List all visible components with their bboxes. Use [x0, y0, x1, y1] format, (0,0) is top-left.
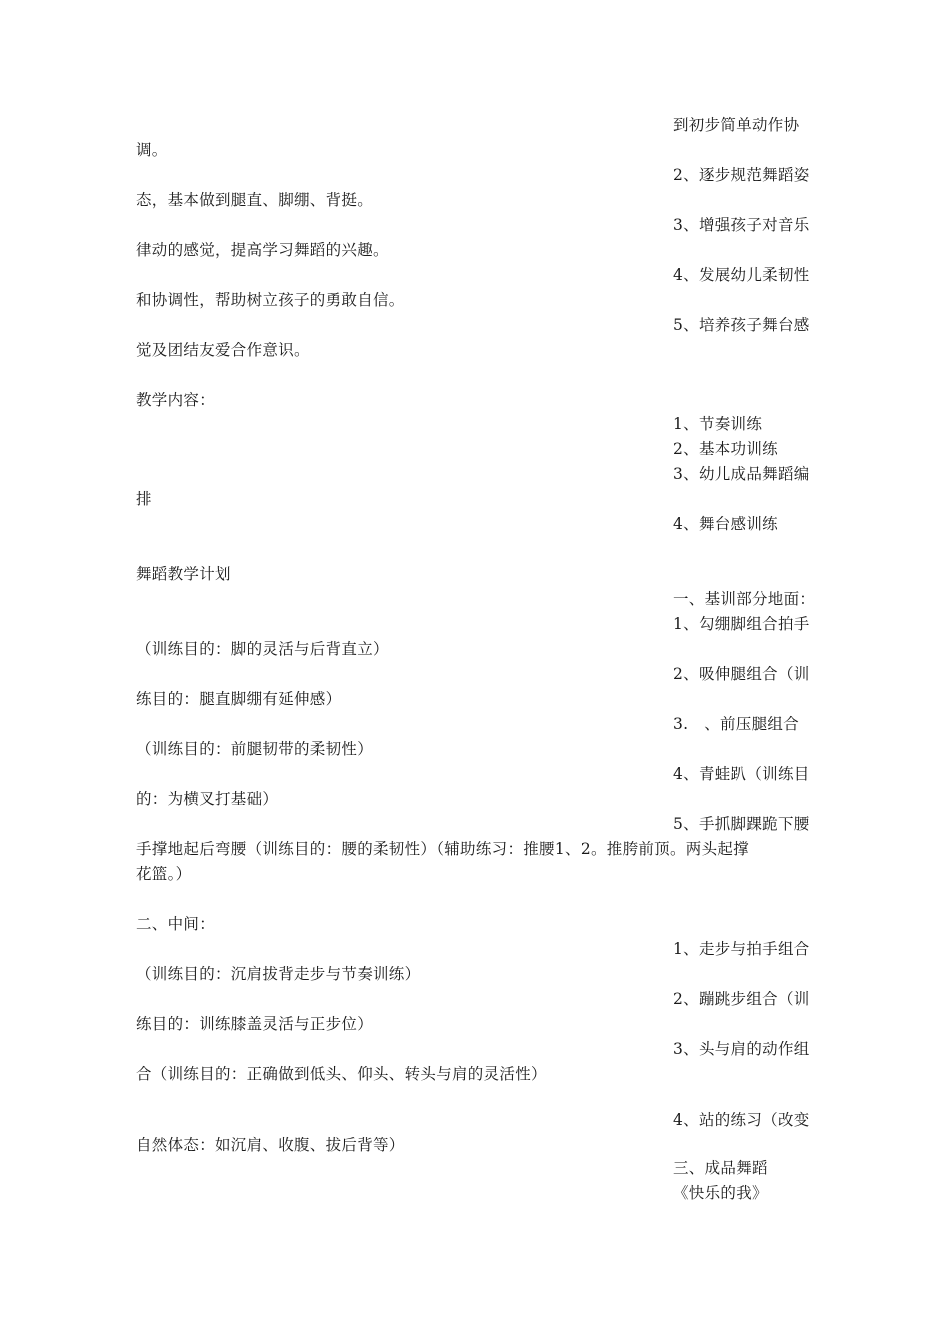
text-line: 律动的感觉，提高学习舞蹈的兴趣。 [136, 241, 389, 259]
text-line: 态，基本做到腿直、脚绷、背挺。 [136, 191, 374, 209]
text-line: 3、幼儿成品舞蹈编 [673, 465, 810, 483]
text-line: 3、头与肩的动作组 [673, 1040, 810, 1058]
text-line: 4、站的练习（改变 [673, 1111, 810, 1129]
text-line: 《快乐的我》 [673, 1184, 768, 1202]
text-line: 合（训练目的：正确做到低头、仰头、转头与肩的灵活性） [136, 1065, 547, 1083]
text-line: 1、勾绷脚组合拍手 [673, 615, 810, 633]
text-line: 3. 、前压腿组合 [673, 715, 799, 733]
section-heading: 一、基训部分地面： [673, 590, 816, 608]
text-line: 练目的：腿直脚绷有延伸感） [136, 690, 342, 708]
text-line: 1、走步与拍手组合 [673, 940, 810, 958]
text-line: （训练目的：脚的灵活与后背直立） [136, 640, 389, 658]
section-heading: 教学内容： [136, 391, 216, 409]
document-title: 舞蹈教学计划 [136, 565, 231, 583]
text-line: （训练目的：前腿韧带的柔韧性） [136, 740, 374, 758]
text-line: 5、手抓脚踝跪下腰 [673, 815, 810, 833]
text-line: 花篮。） [136, 865, 192, 883]
text-line: 4、青蛙趴（训练目 [673, 765, 810, 783]
text-line: （训练目的：沉肩拔背走步与节奏训练） [136, 965, 421, 983]
text-line: 调。 [136, 141, 168, 159]
text-line: 2、吸伸腿组合（训 [673, 665, 810, 683]
text-line: 2、蹦跳步组合（训 [673, 990, 810, 1008]
section-heading: 三、成品舞蹈 [673, 1159, 768, 1177]
text-line: 自然体态：如沉肩、收腹、拔后背等） [136, 1136, 405, 1154]
text-line: 3、增强孩子对音乐 [673, 216, 810, 234]
text-line: 的：为横叉打基础） [136, 790, 279, 808]
text-line: 和协调性，帮助树立孩子的勇敢自信。 [136, 291, 405, 309]
text-line: 4、舞台感训练 [673, 515, 778, 533]
text-line: 2、逐步规范舞蹈姿 [673, 166, 810, 184]
text-line: 到初步简单动作协 [673, 116, 800, 134]
text-line: 练目的：训练膝盖灵活与正步位） [136, 1015, 374, 1033]
text-line: 4、发展幼儿柔韧性 [673, 266, 810, 284]
text-line: 1、节奏训练 [673, 415, 763, 433]
section-heading: 二、中间： [136, 915, 216, 933]
text-line: 排 [136, 490, 152, 508]
text-line: 手撑地起后弯腰（训练目的：腰的柔韧性）（辅助练习：推腰1、2。推胯前顶。两头起撑 [136, 840, 749, 858]
text-line: 觉及团结友爱合作意识。 [136, 341, 310, 359]
text-line: 5、培养孩子舞台感 [673, 316, 810, 334]
text-line: 2、基本功训练 [673, 440, 778, 458]
